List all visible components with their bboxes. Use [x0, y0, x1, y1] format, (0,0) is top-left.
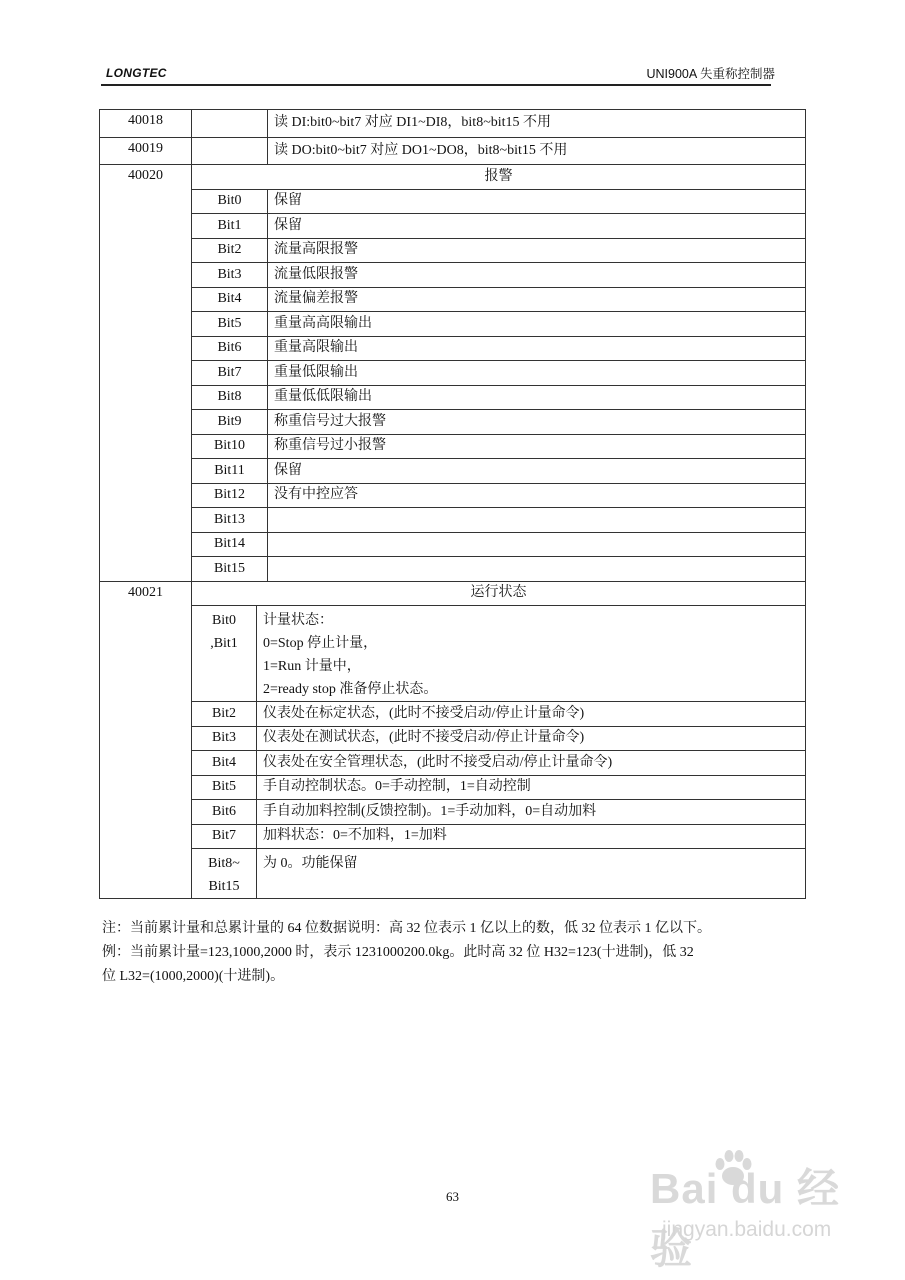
description-line: 1=Run 计量中，: [263, 659, 361, 674]
bit-label: Bit5: [192, 312, 268, 337]
page-number: 63: [446, 1189, 459, 1204]
bit-label-line: Bit8~: [208, 856, 240, 871]
table-row: [100, 824, 806, 849]
bit-description: 没有中控应答: [268, 483, 806, 508]
table-row: [100, 410, 806, 435]
bit-label: Bit5: [192, 775, 257, 800]
table-row: [100, 508, 806, 533]
bit-label: Bit7: [192, 361, 268, 386]
bit-label: Bit12: [192, 483, 268, 508]
header-divider: [101, 84, 771, 86]
table-row: [100, 751, 806, 776]
bit-description: 仪表处在标定状态，(此时不接受启动/停止计量命令): [257, 702, 806, 727]
section-title-status: 运行状态: [192, 581, 806, 606]
empty-cell: [192, 110, 268, 138]
bit-label: Bit4: [192, 287, 268, 312]
bit-description: 流量低限报警: [268, 263, 806, 288]
bit-description: 重量低限输出: [268, 361, 806, 386]
table-row: [100, 214, 806, 239]
table-row: [100, 800, 806, 825]
watermark-url: jingyan.baidu.com: [662, 1218, 832, 1241]
header-document-title: UNI900A 失重称控制器: [646, 67, 775, 81]
table-row: [100, 557, 806, 582]
empty-cell: [192, 137, 268, 165]
bit-description: 手自动控制状态。0=手动控制，1=自动控制: [257, 775, 806, 800]
footnote-line: 注：当前累计量和总累计量的 64 位数据说明：高 32 位表示 1 亿以上的数，低 32 位表示 1 亿以下。: [102, 921, 711, 936]
bit-description: 流量偏差报警: [268, 287, 806, 312]
table-row: [100, 189, 806, 214]
table-row: [100, 775, 806, 800]
bit-description: 流量高限报警: [268, 238, 806, 263]
bit-description: 仪表处在测试状态，(此时不接受启动/停止计量命令): [257, 726, 806, 751]
register-address: 40018: [100, 110, 192, 138]
bit-label: Bit14: [192, 532, 268, 557]
bit-label: Bit11: [192, 459, 268, 484]
bit-description: 手自动加料控制(反馈控制)。1=手动加料，0=自动加料: [257, 800, 806, 825]
register-address-status: 40021: [100, 581, 192, 899]
bit-description: 仪表处在安全管理状态，(此时不接受启动/停止计量命令): [257, 751, 806, 776]
table-row: [100, 726, 806, 751]
bit-description: [268, 557, 806, 582]
bit-label-line: Bit0: [211, 613, 237, 628]
bit-label: Bit0: [192, 189, 268, 214]
bit-description: [268, 532, 806, 557]
table-row: [100, 312, 806, 337]
table-row: [100, 434, 806, 459]
register-table: [99, 109, 806, 899]
bit-description: 称重信号过大报警: [268, 410, 806, 435]
bit-label-line: ,Bit1: [210, 636, 238, 651]
table-row: [100, 581, 806, 606]
bit-label-multiline: [192, 849, 257, 899]
table-row: [100, 849, 806, 899]
description-line: 为 0。功能保留: [263, 856, 358, 871]
description-line: 2=ready stop 准备停止状态。: [263, 682, 438, 697]
bit-description: 保留: [268, 459, 806, 484]
footnote: [102, 917, 810, 989]
description-line-spacer: [263, 875, 799, 898]
table-row: [100, 702, 806, 727]
bit-description: 重量高高限输出: [268, 312, 806, 337]
table-row: [100, 238, 806, 263]
bit-label: Bit9: [192, 410, 268, 435]
register-address: 40019: [100, 137, 192, 165]
bit-label: Bit7: [192, 824, 257, 849]
section-title-alarm: 报警: [192, 165, 806, 190]
table-row: [100, 385, 806, 410]
table-row: [100, 532, 806, 557]
bit-label: Bit2: [192, 702, 257, 727]
table-row: [100, 110, 806, 138]
bit-label: Bit2: [192, 238, 268, 263]
footnote-line: 位 L32=(1000,2000)(十进制)。: [102, 969, 285, 984]
bit-description: [257, 849, 806, 899]
bit-label: Bit10: [192, 434, 268, 459]
bit-label: Bit15: [192, 557, 268, 582]
register-description: 读 DI:bit0~bit7 对应 DI1~DI8，bit8~bit15 不用: [268, 110, 806, 138]
table-row: [100, 263, 806, 288]
bit-label: Bit3: [192, 263, 268, 288]
table-row: [100, 336, 806, 361]
bit-label-line: Bit15: [208, 879, 240, 894]
bit-description: 加料状态：0=不加料，1=加料: [257, 824, 806, 849]
watermark-logo-text: Bai du 经验: [650, 1165, 841, 1272]
table-row: [100, 165, 806, 190]
table-row: [100, 287, 806, 312]
bit-label: Bit6: [192, 800, 257, 825]
table-row: [100, 137, 806, 165]
bit-label: Bit6: [192, 336, 268, 361]
bit-description: 保留: [268, 214, 806, 239]
description-line: 计量状态：: [263, 613, 333, 628]
table-row: [100, 483, 806, 508]
register-description: 读 DO:bit0~bit7 对应 DO1~DO8，bit8~bit15 不用: [268, 137, 806, 165]
description-line: 0=Stop 停止计量，: [263, 636, 378, 651]
table-row: [100, 361, 806, 386]
bit-description: 重量高限输出: [268, 336, 806, 361]
bit-description-multiline: [257, 606, 806, 702]
bit-label: Bit4: [192, 751, 257, 776]
footnote-line: 例：当前累计量=123,1000,2000 时，表示 1231000200.0kg。此时高 32 位 H32=123(十进制)，低 32: [102, 945, 694, 960]
register-address-alarm: 40020: [100, 165, 192, 582]
bit-label-multiline: [192, 606, 257, 702]
bit-description: 保留: [268, 189, 806, 214]
bit-description: 重量低低限输出: [268, 385, 806, 410]
watermark: [650, 1146, 860, 1272]
bit-label: Bit13: [192, 508, 268, 533]
bit-description: 称重信号过小报警: [268, 434, 806, 459]
bit-description: [268, 508, 806, 533]
bit-label: Bit8: [192, 385, 268, 410]
table-row: [100, 459, 806, 484]
table-row: [100, 606, 806, 702]
header-brand-logo: LONGTEC: [106, 66, 167, 80]
bit-label: Bit3: [192, 726, 257, 751]
bit-label: Bit1: [192, 214, 268, 239]
